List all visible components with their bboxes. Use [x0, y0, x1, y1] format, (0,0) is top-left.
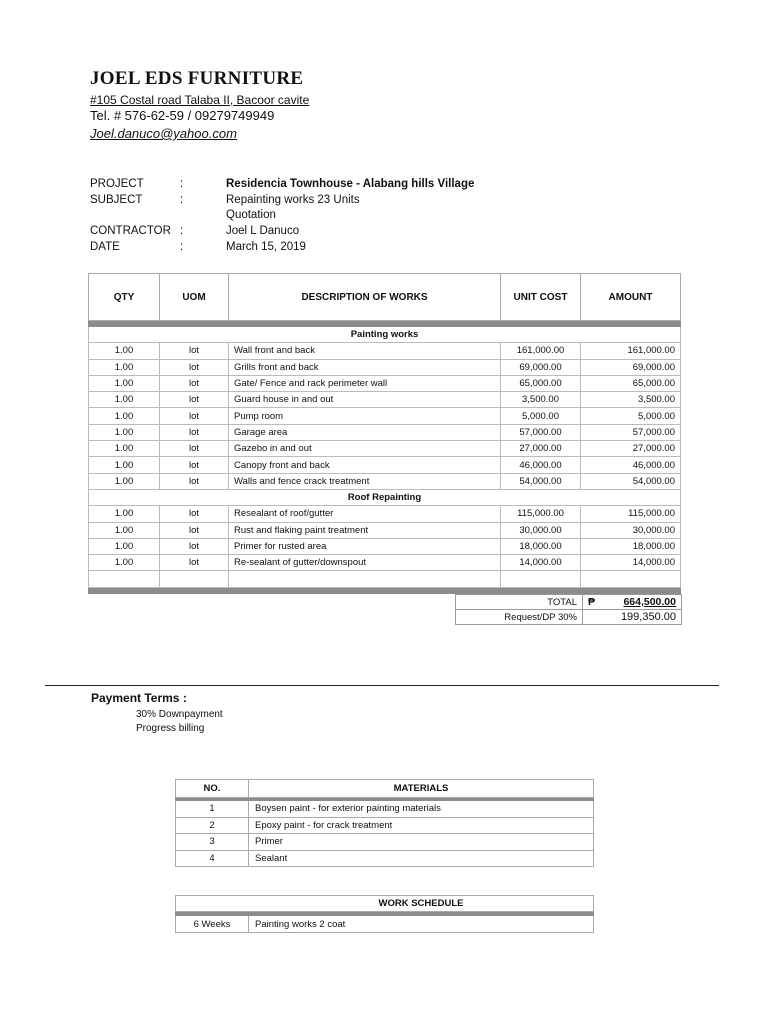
- row-unit-cost: 5,000.00: [501, 408, 581, 424]
- table-row: [89, 506, 681, 522]
- material-no: 2: [176, 817, 249, 834]
- material-row: [176, 834, 594, 851]
- company-name: JOEL EDS FURNITURE: [90, 68, 304, 89]
- row-uom: lot: [160, 359, 229, 375]
- project-label: PROJECT: [90, 178, 144, 190]
- row-description: Gazebo in and out: [229, 441, 501, 457]
- row-uom: lot: [160, 424, 229, 440]
- schedule-header: [176, 896, 594, 912]
- company-address: #105 Costal road Talaba II, Bacoor cavite: [90, 93, 310, 107]
- row-unit-cost: 161,000.00: [501, 343, 581, 359]
- works-table: [88, 273, 681, 594]
- section-painting-works: Painting works: [89, 327, 681, 343]
- material-row: [176, 801, 594, 818]
- table-row: [89, 555, 681, 571]
- section-row: [89, 489, 681, 505]
- header-amount: AMOUNT: [581, 274, 681, 321]
- row-uom: lot: [160, 375, 229, 391]
- row-amount: 3,500.00: [581, 392, 681, 408]
- row-uom: lot: [160, 408, 229, 424]
- table-row: [89, 392, 681, 408]
- row-uom: lot: [160, 538, 229, 554]
- row-uom: lot: [160, 343, 229, 359]
- row-uom: lot: [160, 457, 229, 473]
- dp-label: Request/DP 30%: [456, 610, 583, 625]
- date-value: March 15, 2019: [226, 241, 306, 253]
- schedule-table: [175, 895, 594, 933]
- row-qty: 1.00: [89, 457, 160, 473]
- material-name: Sealant: [249, 850, 594, 867]
- header-qty: QTY: [89, 274, 160, 321]
- material-row: [176, 817, 594, 834]
- table-row: [89, 343, 681, 359]
- row-description: Guard house in and out: [229, 392, 501, 408]
- row-qty: 1.00: [89, 538, 160, 554]
- colon: :: [180, 241, 184, 253]
- divider-line: [45, 685, 719, 686]
- materials-table: [175, 779, 594, 867]
- material-name: Epoxy paint - for crack treatment: [249, 817, 594, 834]
- row-qty: 1.00: [89, 392, 160, 408]
- row-description: Primer for rusted area: [229, 538, 501, 554]
- payment-term-progress: Progress billing: [136, 723, 205, 734]
- company-phone: Tel. # 576-62-59 / 09279749949: [90, 108, 275, 123]
- table-row: [89, 408, 681, 424]
- date-label: DATE: [90, 241, 120, 253]
- row-unit-cost: 46,000.00: [501, 457, 581, 473]
- dp-row: [456, 610, 682, 625]
- row-qty: 1.00: [89, 506, 160, 522]
- row-amount: 46,000.00: [581, 457, 681, 473]
- row-amount: 115,000.00: [581, 506, 681, 522]
- company-email[interactable]: Joel.danuco@yahoo.com: [90, 126, 237, 141]
- material-no: 1: [176, 801, 249, 818]
- table-row: [89, 457, 681, 473]
- header-no: NO.: [176, 780, 249, 798]
- row-qty: 1.00: [89, 522, 160, 538]
- row-uom: lot: [160, 392, 229, 408]
- material-no: 3: [176, 834, 249, 851]
- row-description: Gate/ Fence and rack perimeter wall: [229, 375, 501, 391]
- row-unit-cost: 18,000.00: [501, 538, 581, 554]
- header-description: DESCRIPTION OF WORKS: [229, 274, 501, 321]
- row-qty: 1.00: [89, 555, 160, 571]
- row-unit-cost: 14,000.00: [501, 555, 581, 571]
- colon: :: [180, 225, 184, 237]
- total-value: 664,500.00: [623, 596, 676, 608]
- row-uom: lot: [160, 441, 229, 457]
- project-value: Residencia Townhouse - Alabang hills Village: [226, 178, 475, 190]
- separator-bar: [89, 587, 681, 593]
- section-row: [89, 327, 681, 343]
- row-amount: 18,000.00: [581, 538, 681, 554]
- subject-value-2: Quotation: [226, 209, 276, 221]
- total-value-cell: [583, 595, 682, 610]
- row-qty: 1.00: [89, 424, 160, 440]
- row-amount: 65,000.00: [581, 375, 681, 391]
- row-unit-cost: 115,000.00: [501, 506, 581, 522]
- row-amount: 54,000.00: [581, 473, 681, 489]
- table-row: [89, 441, 681, 457]
- row-unit-cost: 65,000.00: [501, 375, 581, 391]
- colon: :: [180, 178, 184, 190]
- material-name: Boysen paint - for exterior painting materials: [249, 801, 594, 818]
- contractor-value: Joel L Danuco: [226, 225, 300, 237]
- works-table-header: [89, 274, 681, 321]
- row-unit-cost: 57,000.00: [501, 424, 581, 440]
- row-uom: lot: [160, 506, 229, 522]
- row-description: Wall front and back: [229, 343, 501, 359]
- row-amount: 69,000.00: [581, 359, 681, 375]
- table-row: [89, 473, 681, 489]
- row-description: Re-sealant of gutter/downspout: [229, 555, 501, 571]
- table-row: [89, 424, 681, 440]
- row-qty: 1.00: [89, 408, 160, 424]
- header-work-schedule: WORK SCHEDULE: [249, 896, 594, 912]
- dp-value: 199,350.00: [583, 610, 682, 625]
- table-row: [89, 522, 681, 538]
- row-qty: 1.00: [89, 473, 160, 489]
- schedule-duration: 6 Weeks: [176, 916, 249, 933]
- row-unit-cost: 54,000.00: [501, 473, 581, 489]
- header-unit-cost: UNIT COST: [501, 274, 581, 321]
- totals-table: [455, 594, 682, 625]
- total-label: TOTAL: [456, 595, 583, 610]
- contractor-label: CONTRACTOR: [90, 225, 171, 237]
- table-row: [89, 538, 681, 554]
- subject-label: SUBJECT: [90, 194, 143, 206]
- header-uom: UOM: [160, 274, 229, 321]
- row-qty: 1.00: [89, 343, 160, 359]
- total-row: [456, 595, 682, 610]
- row-qty: 1.00: [89, 375, 160, 391]
- row-description: Garage area: [229, 424, 501, 440]
- row-description: Pump room: [229, 408, 501, 424]
- row-description: Canopy front and back: [229, 457, 501, 473]
- row-description: Walls and fence crack treatment: [229, 473, 501, 489]
- row-unit-cost: 30,000.00: [501, 522, 581, 538]
- row-amount: 161,000.00: [581, 343, 681, 359]
- row-uom: lot: [160, 522, 229, 538]
- empty-row: [89, 571, 681, 587]
- row-uom: lot: [160, 473, 229, 489]
- row-description: Grills front and back: [229, 359, 501, 375]
- schedule-row: [176, 916, 594, 933]
- subject-value: Repainting works 23 Units: [226, 194, 360, 206]
- row-amount: 5,000.00: [581, 408, 681, 424]
- peso-sign: ₱: [588, 596, 596, 608]
- row-amount: 30,000.00: [581, 522, 681, 538]
- row-qty: 1.00: [89, 359, 160, 375]
- colon: :: [180, 194, 184, 206]
- row-amount: 14,000.00: [581, 555, 681, 571]
- payment-term-downpayment: 30% Downpayment: [136, 709, 223, 720]
- payment-terms-title: Payment Terms :: [91, 691, 187, 705]
- table-row: [89, 375, 681, 391]
- row-amount: 57,000.00: [581, 424, 681, 440]
- row-description: Resealant of roof/gutter: [229, 506, 501, 522]
- row-qty: 1.00: [89, 441, 160, 457]
- material-row: [176, 850, 594, 867]
- row-unit-cost: 3,500.00: [501, 392, 581, 408]
- header-materials: MATERIALS: [249, 780, 594, 798]
- row-amount: 27,000.00: [581, 441, 681, 457]
- material-no: 4: [176, 850, 249, 867]
- row-uom: lot: [160, 555, 229, 571]
- row-description: Rust and flaking paint treatment: [229, 522, 501, 538]
- table-row: [89, 359, 681, 375]
- section-roof-repainting: Roof Repainting: [89, 489, 681, 505]
- row-unit-cost: 69,000.00: [501, 359, 581, 375]
- materials-header: [176, 780, 594, 798]
- row-unit-cost: 27,000.00: [501, 441, 581, 457]
- schedule-task: Painting works 2 coat: [249, 916, 594, 933]
- material-name: Primer: [249, 834, 594, 851]
